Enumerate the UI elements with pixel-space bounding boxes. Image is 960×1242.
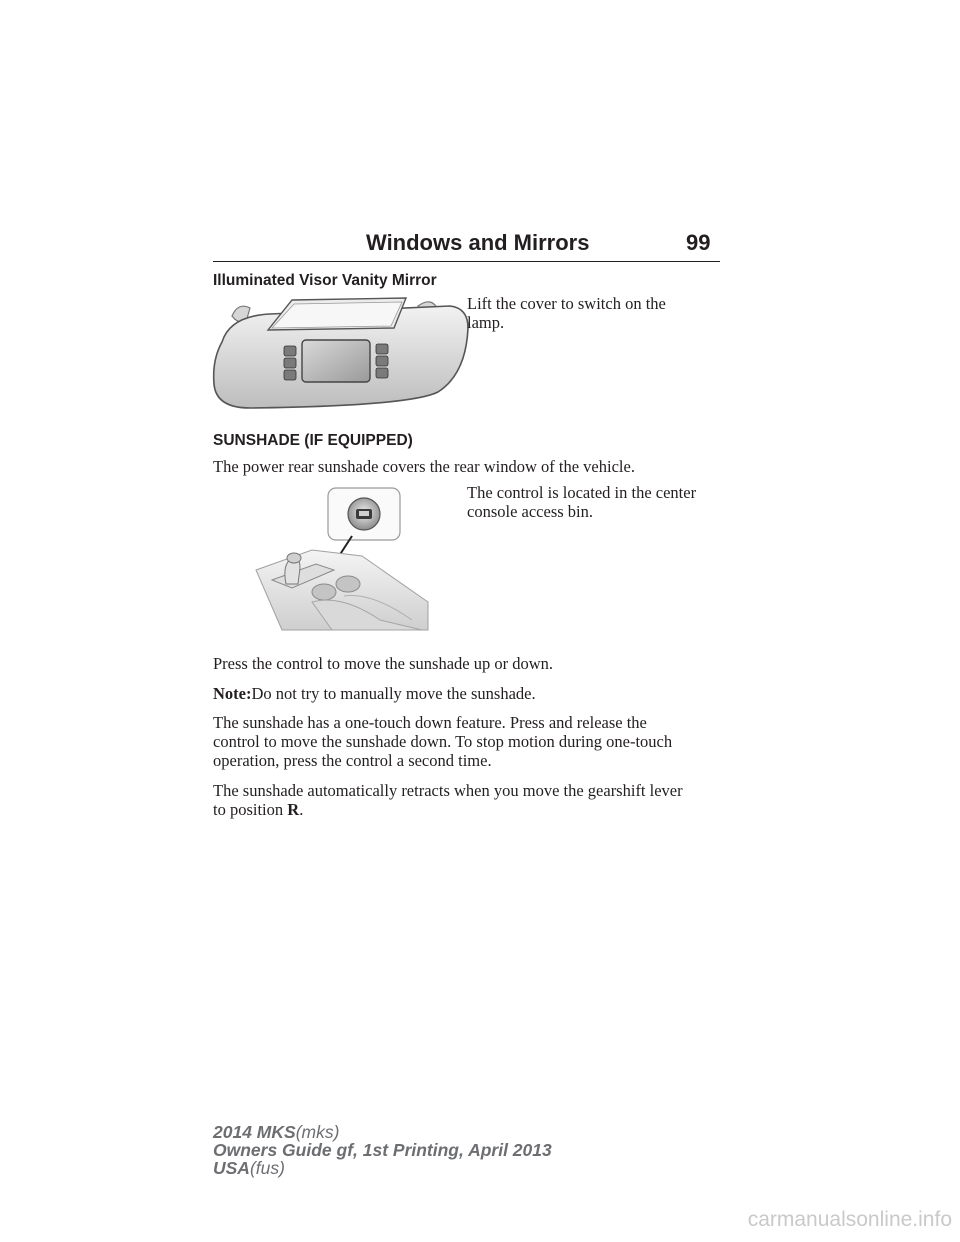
footer-model: 2014 MKS	[213, 1122, 296, 1142]
sunshade-heading: SUNSHADE (IF EQUIPPED)	[213, 432, 413, 449]
footer-line2	[213, 1142, 552, 1159]
visor-heading: Illuminated Visor Vanity Mirror	[213, 272, 437, 289]
retract-line1: The sunshade automatically retracts when you move the gearshift lever	[213, 781, 683, 800]
sunshade-note	[213, 684, 536, 703]
section-title: Windows and Mirrors	[366, 230, 590, 255]
footer-printing: Owners Guide gf, 1st Printing, April 2013	[213, 1140, 552, 1160]
page-number: 99	[686, 230, 711, 255]
footer-line1	[213, 1124, 339, 1141]
footer-line3	[213, 1160, 285, 1177]
retract-line2	[213, 800, 303, 819]
sunshade-caption-line1: The control is located in the center	[467, 483, 697, 502]
gear-position-r: R	[287, 800, 300, 819]
note-label: Note:	[213, 684, 252, 703]
footer-model-code: (mks)	[295, 1122, 340, 1142]
retract-text: to position	[213, 800, 284, 819]
onetouch-line1: The sunshade has a one-touch down feature. Press and release the	[213, 713, 647, 732]
onetouch-line2: control to move the sunshade down. To stop motion during one-touch	[213, 732, 673, 751]
visor-caption-line2: lamp.	[467, 313, 505, 332]
sunshade-control-illustration	[252, 484, 432, 634]
retract-end: .	[299, 800, 304, 819]
visor-caption-line1: Lift the cover to switch on the	[467, 294, 666, 313]
onetouch-line3: operation, press the control a second time.	[213, 751, 492, 770]
watermark-link[interactable]: carmanualsonline.info	[747, 1208, 952, 1231]
sunshade-press-text: Press the control to move the sunshade up or down.	[213, 654, 554, 673]
note-text: Do not try to manually move the sunshade.	[251, 684, 536, 703]
footer-market-code: (fus)	[249, 1158, 285, 1178]
sunshade-caption-line2: console access bin.	[467, 502, 593, 521]
visor-mirror-illustration	[210, 294, 470, 412]
sunshade-intro: The power rear sunshade covers the rear window of the vehicle.	[213, 457, 635, 476]
header-rule	[213, 261, 720, 262]
footer-market: USA	[213, 1158, 250, 1178]
